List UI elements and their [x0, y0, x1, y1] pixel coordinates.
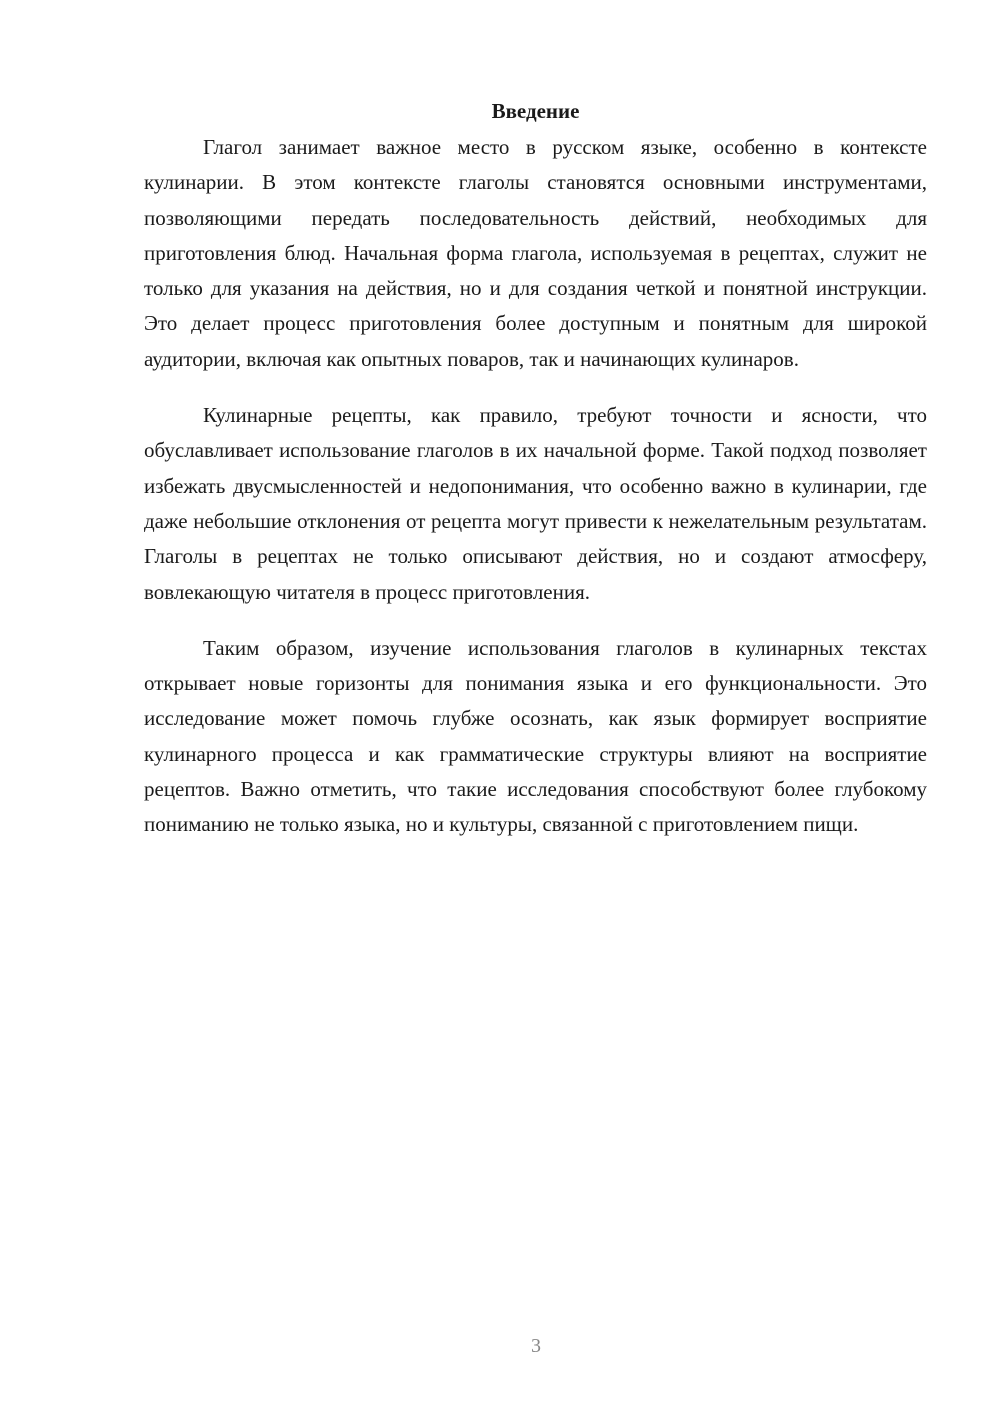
section-title: Введение: [491, 99, 580, 123]
paragraph-3: Таким образом, изучение использования глаголов в кулинарных текстах открывает новые горизонты для понимания языка и его функциональности. Это исследование может помочь глубже осознать, как язык формирует восприятие кулинарного процесса и как грамматические структуры влияют на восприятие рецептов. Важно отметить, что такие исследования способствуют более глубокому пониманию не только языка, но и культуры, связанной с приготовлением пищи.: [144, 635, 927, 837]
paragraph-1: Глагол занимает важное место в русском языке, особенно в контексте кулинарии. В этом контексте глаголы становятся основными инструментами, позволяющими передать последовательность действий, необходимых для приготовления блюд. Начальная форма глагола, используемая в рецептах, служит не только для указания на действия, но и для создания четкой и понятной инструкции. Это делает процесс приготовления более доступным и понятным для широкой аудитории, включая как опытных поваров, так и начинающих кулинаров.: [144, 135, 927, 371]
paragraph-2: Кулинарные рецепты, как правило, требуют точности и ясности, что обуславливает использование глаголов в их начальной форме. Такой подход позволяет избежать двусмысленностей и недопонимания, что особенно важно в кулинарии, где даже небольшие отклонения от рецепта могут привести к нежелательным результатам. Глаголы в рецептах не только описывают действия, но и создают атмосферу, вовлекающую читателя в процесс приготовления.: [144, 403, 927, 604]
page-number: [0, 1334, 1000, 1358]
page-content: [144, 96, 927, 843]
page-number-text: 3: [531, 1335, 541, 1357]
